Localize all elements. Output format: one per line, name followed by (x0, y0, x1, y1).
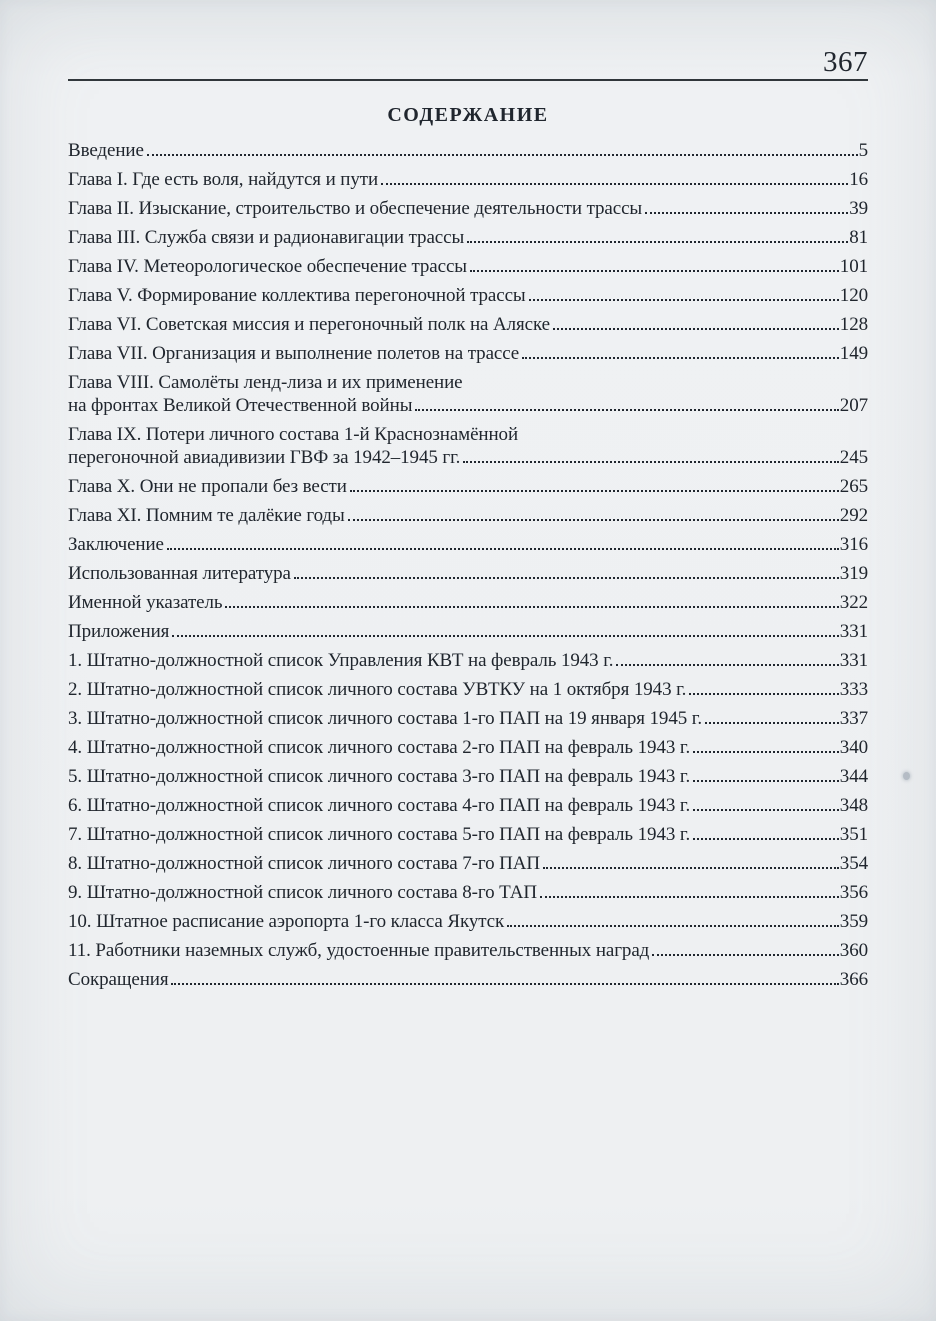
dot-leader (225, 606, 838, 608)
toc-entry (68, 881, 868, 904)
toc-entry (68, 139, 868, 162)
toc-entry-text: Глава V. Формирование коллектива перегоночной трассы (68, 285, 526, 306)
toc-entry (68, 852, 868, 875)
toc-entry-text: 6. Штатно-должностной список личного состава 4-го ПАП на февраль 1943 г. (68, 795, 691, 816)
toc-page-number: 366 (839, 969, 868, 990)
dot-leader (172, 635, 839, 637)
toc-page-number: 120 (839, 285, 868, 306)
toc-entry-text: Заключение (68, 534, 164, 555)
toc-entry-row (68, 446, 868, 469)
dot-leader (540, 896, 839, 898)
dot-leader (507, 925, 839, 927)
toc-entry (68, 284, 868, 307)
toc-page-number: 101 (839, 256, 868, 277)
dot-leader (529, 299, 839, 301)
dot-leader (171, 983, 838, 985)
dot-leader (693, 751, 839, 753)
toc-page-number: 359 (839, 911, 868, 932)
toc-entry-row (68, 591, 868, 614)
toc-page-number: 356 (839, 882, 868, 903)
toc-entry-text: 5. Штатно-должностной список личного состава 3-го ПАП на февраль 1943 г. (68, 766, 691, 787)
toc-page-number: 16 (849, 169, 868, 190)
toc-entry-text: 11. Работники наземных служб, удостоенные правительственных наград (68, 940, 650, 961)
toc-entry (68, 197, 868, 220)
toc-entry (68, 765, 868, 788)
contents-title: СОДЕРЖАНИЕ (387, 104, 549, 126)
toc-entry (68, 371, 868, 417)
page-number: 367 (823, 46, 868, 78)
toc-entry-text: Глава II. Изыскание, строительство и обеспечение деятельности трассы (68, 198, 643, 219)
toc-entry-text: перегоночной авиадивизии ГВФ за 1942–1945 гг. (68, 447, 461, 468)
dot-leader (348, 519, 839, 521)
toc-entry (68, 226, 868, 249)
toc-entry-text: Глава I. Где есть воля, найдутся и пути (68, 169, 379, 190)
dot-leader (616, 664, 838, 666)
dot-leader (470, 270, 839, 272)
toc-entry-text: Использованная литература (68, 563, 291, 584)
toc-entry-row (68, 823, 868, 846)
toc-page-number: 322 (839, 592, 868, 613)
toc-entry-text: Глава XI. Помним те далёкие годы (68, 505, 345, 526)
toc-entry-row (68, 939, 868, 962)
header-rule (68, 79, 868, 81)
toc-entry-text: 3. Штатно-должностной список личного состава 1-го ПАП на 19 января 1945 г. (68, 708, 702, 729)
toc-page-number: 207 (839, 395, 868, 416)
toc-entry (68, 255, 868, 278)
toc-entry-text: Глава VI. Советская миссия и перегоночный полк на Аляске (68, 314, 550, 335)
toc-page-number: 331 (839, 621, 868, 642)
toc-entry-row (68, 342, 868, 365)
dot-leader (167, 548, 839, 550)
toc-page-number: 340 (839, 737, 868, 758)
toc-entry-row (68, 255, 868, 278)
toc-entry (68, 707, 868, 730)
toc-entry-row (68, 620, 868, 643)
dot-leader (645, 212, 848, 214)
toc-page-number: 351 (839, 824, 868, 845)
dot-leader (381, 183, 848, 185)
toc-entry-row (68, 678, 868, 701)
toc-entry-row (68, 504, 868, 527)
toc-entry (68, 620, 868, 643)
toc-entry-row (68, 562, 868, 585)
dot-leader (652, 954, 839, 956)
toc-page-number: 319 (839, 563, 868, 584)
toc-entry-row (68, 394, 868, 417)
toc-entry-row (68, 533, 868, 556)
toc-entry-text: 9. Штатно-должностной список личного состава 8-го ТАП (68, 882, 537, 903)
toc-entry-text: 4. Штатно-должностной список личного состава 2-го ПАП на февраль 1943 г. (68, 737, 691, 758)
toc-list (68, 139, 868, 991)
toc-page-number: 354 (839, 853, 868, 874)
toc-entry-row (68, 765, 868, 788)
toc-page-number: 360 (839, 940, 868, 961)
toc-page-number: 316 (839, 534, 868, 555)
toc-entry-text: Глава VII. Организация и выполнение полетов на трассе (68, 343, 520, 364)
toc-entry-text: Введение (68, 140, 144, 161)
toc-entry-row (68, 881, 868, 904)
dot-leader (543, 867, 839, 869)
toc-entry-text: 10. Штатное расписание аэропорта 1-го класса Якутск (68, 911, 505, 932)
toc-entry-text: Глава VIII. Самолёты ленд-лиза и их применение (68, 372, 463, 393)
toc-entry-row (68, 910, 868, 933)
toc-entry-text: 2. Штатно-должностной список личного состава УВТКУ на 1 октября 1943 г. (68, 679, 687, 700)
toc-entry-text: 1. Штатно-должностной список Управления КВТ на февраль 1943 г. (68, 650, 614, 671)
page-header (68, 0, 868, 81)
toc-entry (68, 504, 868, 527)
toc-page-number: 331 (839, 650, 868, 671)
toc-page-number: 81 (849, 227, 868, 248)
dot-leader (350, 490, 839, 492)
dot-leader (693, 780, 839, 782)
toc-page-number: 333 (839, 679, 868, 700)
toc-page-number: 39 (849, 198, 868, 219)
toc-entry-row (68, 649, 868, 672)
toc-entry-text: Именной указатель (68, 592, 223, 613)
toc-entry-text: Глава III. Служба связи и радионавигации трассы (68, 227, 465, 248)
toc-entry (68, 823, 868, 846)
toc-entry-text: 7. Штатно-должностной список личного состава 5-го ПАП на февраль 1943 г. (68, 824, 691, 845)
toc-page-number: 149 (839, 343, 868, 364)
toc-entry (68, 342, 868, 365)
dot-leader (693, 838, 839, 840)
toc-page-number: 348 (839, 795, 868, 816)
toc-entry (68, 678, 868, 701)
toc-page-number: 5 (858, 140, 868, 161)
toc-entry (68, 649, 868, 672)
toc-entry (68, 475, 868, 498)
toc-page-number: 245 (839, 447, 868, 468)
toc-entry (68, 313, 868, 336)
toc-page-number: 292 (839, 505, 868, 526)
toc-entry (68, 533, 868, 556)
toc-page-number: 344 (839, 766, 868, 787)
dot-leader (689, 693, 838, 695)
toc-entry (68, 423, 868, 469)
toc-entry-row (68, 313, 868, 336)
toc-entry-text: Приложения (68, 621, 170, 642)
toc-entry-row (68, 794, 868, 817)
toc-entry (68, 794, 868, 817)
toc-entry (68, 939, 868, 962)
toc-entry-text: 8. Штатно-должностной список личного состава 7-го ПАП (68, 853, 541, 874)
toc-page-number: 265 (839, 476, 868, 497)
dot-leader (553, 328, 839, 330)
toc-entry-text: Глава IX. Потери личного состава 1-й Краснознамённой (68, 424, 519, 445)
toc-entry (68, 562, 868, 585)
toc-entry-row (68, 226, 868, 249)
dot-leader (467, 241, 848, 243)
dot-leader (294, 577, 839, 579)
dot-leader (415, 409, 838, 411)
toc-entry-text: Сокращения (68, 969, 169, 990)
toc-entry-row (68, 284, 868, 307)
toc-entry-text: на фронтах Великой Отечественной войны (68, 395, 413, 416)
toc-entry-row (68, 852, 868, 875)
toc-entry-row (68, 139, 868, 162)
toc-entry (68, 591, 868, 614)
toc-entry-text: Глава X. Они не пропали без вести (68, 476, 347, 497)
toc-entry-row (68, 475, 868, 498)
toc-entry-row (68, 168, 868, 191)
toc-entry-row (68, 968, 868, 991)
dot-leader (463, 461, 839, 463)
toc-entry (68, 168, 868, 191)
toc-entry-text: Глава IV. Метеорологическое обеспечение трассы (68, 256, 467, 277)
toc-entry-row (68, 707, 868, 730)
toc-entry (68, 910, 868, 933)
toc-page-number: 337 (839, 708, 868, 729)
toc-entry-row (68, 736, 868, 759)
dot-leader (693, 809, 839, 811)
toc-entry (68, 736, 868, 759)
toc-entry (68, 968, 868, 991)
toc-page-number: 128 (839, 314, 868, 335)
dot-leader (522, 357, 839, 359)
scan-artifact (903, 772, 910, 780)
toc-entry-row (68, 197, 868, 220)
dot-leader (705, 722, 839, 724)
dot-leader (147, 154, 858, 156)
